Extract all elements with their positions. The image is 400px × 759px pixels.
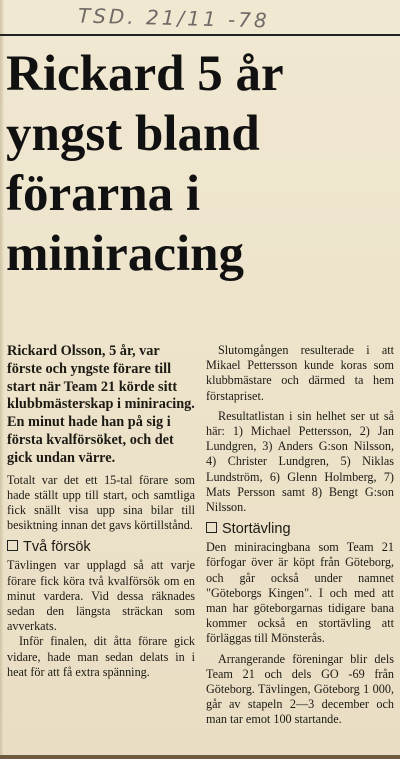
top-rule (0, 34, 400, 36)
body-paragraph-organizers: Arrangerande föreningar blir dels Team 21 och dels GO -69 från Göteborg. Tävlingen, Göteborg 1 000, går av stapeln 2—3 december och man tar emot 100 startande. (206, 651, 394, 727)
subhead-big-competition (206, 521, 394, 538)
bottom-edge (0, 755, 400, 759)
subhead-two-attempts (7, 539, 195, 556)
handwritten-source-note: TSD. 21/11 -78 (77, 3, 270, 33)
lead-paragraph: Rickard Olsson, 5 år, var förste och yngste förare till start när Team 21 körde sitt klubbmästerskap i miniracing. En minut hade han på sig i första kvalförsöket, och det gick undan värre. (7, 343, 195, 466)
body-paragraph-3: Inför finalen, dit åtta förare gick vidare, hade man sedan delats in i heat för att få extra spänning. (7, 634, 195, 679)
square-bullet-icon (206, 522, 217, 533)
subhead-text: Två försök (23, 539, 91, 556)
headline: Rickard 5 år yngst bland förarna i miniracing (6, 46, 283, 282)
paper-edge (0, 0, 4, 759)
article-column-left (7, 343, 195, 680)
body-paragraph-1: Totalt var det ett 15-tal förare som hade ställt upp till start, och samtliga fick snällt visa upp sina bilar till besiktning innan det gavs körtillstånd. (7, 472, 195, 533)
article-column-right (206, 343, 394, 728)
body-paragraph-2: Tävlingen var upplagd så att varje förare fick köra två kvalförsök om en minut vardera. Vid dessa räknades sedan den längsta sträckan som avverkats. (7, 558, 195, 634)
body-paragraph-track: Den miniracingbana som Team 21 förfogar över är köpt från Göteborg, och går också under namnet "Göteborgs Kingen". I och med att man har göteborgarnas tidigare bana kommer också en stortävling att förläggas till Mönsterås. (206, 540, 394, 646)
subhead-text: Stortävling (222, 521, 291, 538)
square-bullet-icon (7, 540, 18, 551)
body-paragraph-results-intro: Slutomgången resulterade i att Mikael Pettersson kunde koras som klubbmästare och därmed ta hem förstapriset. (206, 343, 394, 403)
body-paragraph-results-list: Resultatlistan i sin helhet ser ut så här: 1) Michael Pettersson, 2) Jan Lundgren, 3) Anders G:son Nilsson, 4) Christer Lundgren, 5) Niklas Lundström, 6) Glenn Holmberg, 7) Mats Persson samt 8) Bengt G:son Nilsson. (206, 408, 394, 515)
